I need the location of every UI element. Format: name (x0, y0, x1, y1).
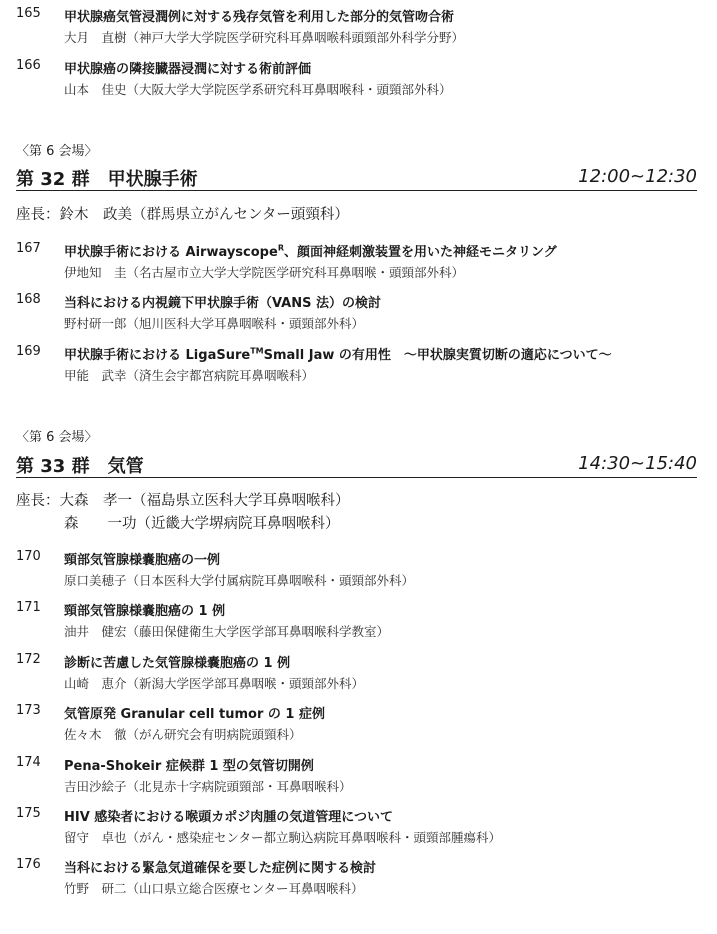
entry-number: 175 (16, 806, 41, 821)
entry-number: 170 (16, 549, 41, 564)
section-divider (16, 190, 697, 191)
entry-title: 甲状腺癌の隣接臓器浸潤に対する術前評価 (64, 62, 312, 77)
entry-number: 171 (16, 600, 41, 615)
entry-author: 伊地知 圭（名古屋市立大学大学院医学研究科耳鼻咽喉・頭頸部外科） (64, 265, 465, 280)
chairperson: 座長：大森 孝一（福島県立医科大学耳鼻咽喉科） (16, 493, 350, 509)
chairperson: 座長：鈴木 政美（群馬県立がんセンター頭頸科） (16, 207, 349, 223)
entry-title: 診断に苦慮した気管腺様嚢胞癌の 1 例 (64, 656, 291, 671)
entry-title: HIV 感染者における喉頭カポジ肉腫の気道管理について (64, 810, 394, 825)
venue-label: 〈第 6 会場〉 (16, 430, 98, 445)
entry-author: 原口美穂子（日本医科大学付属病院耳鼻咽喉科・頭頸部外科） (64, 573, 415, 588)
entry-author: 吉田沙絵子（北見赤十字病院頭頸部・耳鼻咽喉科） (64, 779, 352, 794)
entry-number: 172 (16, 652, 41, 667)
entry-number: 165 (16, 6, 41, 21)
group-time: 12:00~12:30 (578, 166, 697, 187)
entry-author: 山崎 恵介（新潟大学医学部耳鼻咽喉・頭頸部外科） (64, 676, 365, 691)
entry-number: 168 (16, 292, 41, 307)
entry-author: 甲能 武幸（済生会宇都宮病院耳鼻咽喉科） (64, 368, 315, 383)
entry-title: 当科における内視鏡下甲状腺手術（VANS 法）の検討 (64, 296, 382, 311)
entry-title: 頸部気管腺様嚢胞癌の一例 (64, 553, 221, 568)
entry-number: 174 (16, 755, 41, 770)
entry-title: 甲状腺癌気管浸潤例に対する残存気管を利用した部分的気管吻合術 (64, 10, 455, 25)
venue-label: 〈第 6 会場〉 (16, 144, 98, 159)
entry-title: 甲状腺手術における Airwayscope$^R$、顔面神経刺激装置を用いた神経モニタリング (64, 243, 557, 260)
entry-author: 佐々木 徹（がん研究会有明病院頭頸科） (64, 727, 302, 742)
entry-number: 176 (16, 857, 41, 872)
entry-title: 気管原発 Granular cell tumor の 1 症例 (64, 707, 325, 722)
entry-title: 当科における緊急気道確保を要した症例に関する検討 (64, 861, 377, 876)
section-divider (16, 477, 697, 478)
entry-author: 大月 直樹（神戸大学大学院医学研究科耳鼻咽喉科頭頸部外科学分野） (64, 30, 465, 45)
entry-number: 167 (16, 241, 41, 256)
group-title: 第 33 群 気管 (16, 456, 144, 477)
group-title: 第 32 群 甲状腺手術 (16, 169, 198, 190)
entry-author: 留守 卓也（がん・感染症センター都立駒込病院耳鼻咽喉科・頭頸部腫瘍科） (64, 830, 502, 845)
entry-author: 油井 健宏（藤田保健衛生大学医学部耳鼻咽喉科学教室） (64, 624, 390, 639)
entry-title: 頸部気管腺様嚢胞癌の 1 例 (64, 604, 226, 619)
entry-number: 173 (16, 703, 41, 718)
entry-title: Pena-Shokeir 症候群 1 型の気管切開例 (64, 759, 314, 774)
entry-author: 野村研一郎（旭川医科大学耳鼻咽喉科・頭頸部外科） (64, 316, 365, 331)
entry-author: 山本 佳史（大阪大学大学院医学系研究科耳鼻咽喉科・頭頸部外科） (64, 82, 452, 97)
entry-title: 甲状腺手術における LigaSure™Small Jaw の有用性 ～甲状腺実質切断の適応について～ (64, 346, 612, 363)
group-time: 14:30~15:40 (578, 453, 697, 474)
chairperson-second: 森 一功（近畿大学堺病院耳鼻咽喉科） (64, 516, 340, 532)
entry-author: 竹野 研二（山口県立総合医療センター耳鼻咽喉科） (64, 881, 364, 896)
entry-number: 169 (16, 344, 41, 359)
entry-number: 166 (16, 58, 41, 73)
